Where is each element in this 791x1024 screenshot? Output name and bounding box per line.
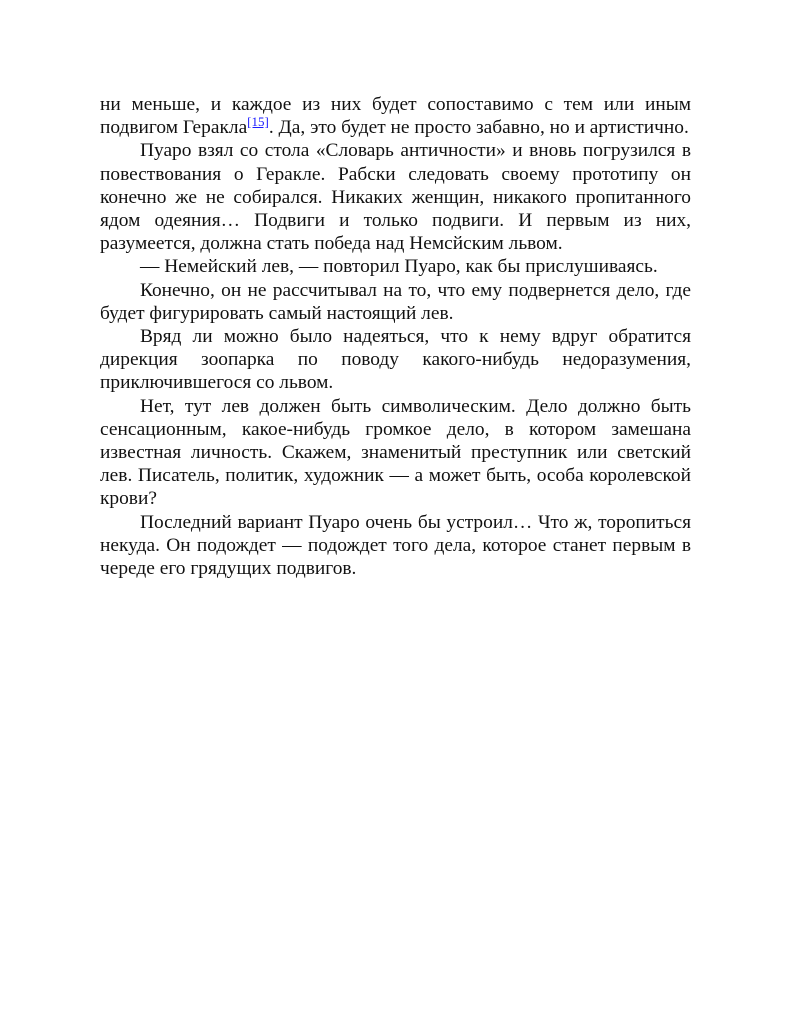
- paragraph-5: Вряд ли можно было надеяться, что к нему вдруг обратится дирекция зоопарка по поводу какого-нибудь недоразумения, приключившегося со львом.: [100, 326, 691, 394]
- footnote-link[interactable]: [15]: [247, 114, 269, 130]
- paragraph-6: Нет, тут лев должен быть символическим. Дело должно быть сенсационным, какое-нибудь громкое дело, в котором замешана известная личность. Скажем, знаменитый преступник или светский лев. Писатель, политик, художник — а может быть, особа королевской крови?: [100, 395, 691, 510]
- paragraph-3: — Немейский лев, — повторил Пуаро, как бы прислушиваясь.: [140, 256, 658, 278]
- paragraph-7: Последний вариант Пуаро очень бы устроил… Что ж, торопиться некуда. Он подождет — подождет того дела, которое станет первым в череде его грядущих подвигов.: [100, 511, 691, 580]
- paragraph-1-text-after: . Да, это будет не просто забавно, но и артистично.: [268, 117, 689, 139]
- paragraph-1: [100, 93, 691, 139]
- document-page: [100, 93, 691, 580]
- paragraph-2: Пуаро взял со стола «Словарь античности» и вновь погрузился в повествования о Геракле. Рабски следовать своему прототипу он конечно же не собирался. Никаких женщин, никакого пропитанного ядом одеяния… Подвиги и только подвиги. И первым из них, разумеется, должна стать победа над Немсйским львом.: [100, 140, 691, 255]
- paragraph-4: Конечно, он не рассчитывал на то, что ему подвернется дело, где будет фигурировать самый настоящий лев.: [100, 279, 691, 324]
- paragraph-1-text-before: ни меньше, и каждое из них будет сопоставимо с тем или иным подвигом Геракла: [100, 94, 691, 139]
